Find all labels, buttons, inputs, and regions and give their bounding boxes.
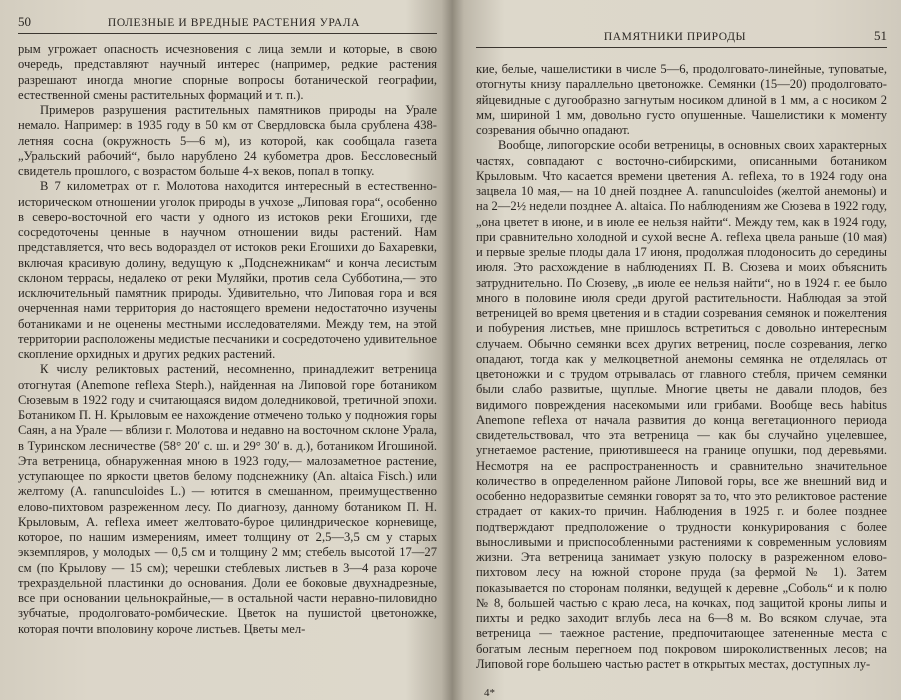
running-head-title: ПОЛЕЗНЫЕ И ВРЕДНЫЕ РАСТЕНИЯ УРАЛА bbox=[107, 17, 361, 29]
paragraph: Примеров разрушения растительных памятников природы на Урале немало. Например: в 1935 году в 50 км от Свердловска была срублена 438-летняя сосна (окружность 5—6 м), из которой, как сообщала газета „Уральский рабочий“, было нарублено 24 кубометра дров. Бессловесный свидетель прошлого, с возрастом больше 4-х веков, попал в топку. bbox=[18, 103, 437, 178]
right-page bbox=[454, 0, 901, 700]
running-head-title: ПАМЯТНИКИ ПРИРОДЫ bbox=[603, 31, 747, 43]
paragraph: рым угрожает опасность исчезновения с лица земли и которые, в свою очередь, представляют научный интерес (например, редкие растения разрешают иногда многие спорные вопросы ботанической географии, естественной смены растительных формаций и т. п.). bbox=[18, 42, 437, 102]
signature-mark: 4* bbox=[484, 687, 495, 699]
running-head bbox=[18, 14, 437, 34]
running-head bbox=[476, 28, 887, 48]
paragraph: Вообще, липогорские особи ветреницы, в основных своих характерных частях, совпадают с восточно-сибирскими, описанными ботаником Крыловым. Что касается времени цветения A. reflexa, то в 1924 году она зацвела 10 мая,— на 10 дней позднее A. ranunculoides (желтой анемоны) и на 2—2½ недели позднее A. altaica. По наблюдениям же Сюзева в 1922 году, „она цветет в июне, и в июле ее нельзя найти“. Между тем, как в 1924 году, при сравнительно холодной и сухой весне A. reflexa цвела раньше (10 мая) и первые зрелые плоды дала 17 июня, продолжая плодоносить до середины июля. Это расхождение в наблюдениях П. В. Сюзева и моих объяснить затруднительно. По Сюзеву, „в июле ее нельзя найти“, но в 1924 г. ее было много в половине июля среди другой растительности. Наблюдая за этой ветреницей во время цветения и в стадии созревания семянок и пожелтения и побурения листьев, мне пришлось встретиться с довольно интересным случаем. Обычно семянки всех других ветрениц, после созревания, легко опадают, тогда как у мелкоцветной анемоны семянка не отделялась от цветоножки и с трудом отрывалась от главного стебля, причем семянки были слабо развитые, щуплые. Многие цветы не давали плодов, без видимого повреждения насекомыми или грибами. Вообще весь habitus Anemone reflexa от начала развития до конца вегетационного периода свидетельствовал, что эта ветреница — как бы случайно уцелевшее, угнетаемое растение, приютившееся на границе опушки, под деревьями. Несмотря на ее распространенность и сравнительно значительное количество в определенном районе Липовой горы, все же внешний вид и особенно недоразвитые семянки говорят за то, что это реликтовое растение страдает от каких-то причин. Наблюдения в 1925 г. и более позднее подтверждают предположение о трудности конкурирования с более выносливыми и приспособленными растениями к современным условиям жизни. Эта ветреница занимает узкую полоску в разреженном елово-пихтовом лесу на южной стороне пруда (за фермой № 1). Затем показывается по сторонам полянки, ведущей к деревне „Соболь“ и к полю № 8, большей частью с краю леса, на кочках, под защитой кроны липы и пихты и редко заходит вглубь леса на 6—8 м. Во всяком случае, эта ветреница — таежное растение, предпочитающее затененные места с богатым лесным перегноем под покровом широколиственных лесов; на Липовой горе большею частью растет в открытых местах, доступных лу- bbox=[476, 138, 887, 671]
page-body bbox=[476, 62, 887, 672]
page-number: 50 bbox=[18, 14, 31, 29]
paragraph: В 7 километрах от г. Молотова находится интересный в естественно-историческом отношении уголок природы в учхозе „Липовая гора“, особенно в северо-восточной его части у одного из истоков реки Егошихи, где сосредоточены ценные в научном отношении виды растений. Нам представляется, что весь водораздел от истоков реки Егошихи до Бахаревки, включая красивую долину, ведущую к „Подснежникам“ и конча лесистым склоном террасы, недалеко от реки Муляйки, против села Субботина,— это исключительный памятник природы. Удивительно, что Липовая гора и вся очерченная нами территория до настоящего времени недостаточно изучены ботаниками и не оценены местными исследователями. Между тем, на этой территории расположены медистые песчаники и сосредоточено удивительное скопление орхидных и других редких растений. bbox=[18, 179, 437, 361]
page-number: 51 bbox=[874, 28, 887, 43]
page-body bbox=[18, 42, 437, 637]
paragraph: К числу реликтовых растений, несомненно, принадлежит ветреница отогнутая (Anemone reflexa Steph.), найденная на Липовой горе ботаником Сюзевым в 1922 году и считающаяся видом доледниковой, третичной эпохи. Ботаником П. Н. Крыловым ее нахождение отмечено только у подножия горы Саян, а на Урале — вблизи г. Молотова и недавно на восточном склоне Урала, в Туринском лесничестве (58° 20′ с. ш. и 29° 30′ в. д.), ботаником Игошиной. Эта ветреница, обнаруженная мною в 1923 году,— малозаметное растение, уступающее по яркости цветов белому подснежнику (An. altaica Fisch.) или желтому (A. ranunculoides L.) — ютится в смешанном, преимущественно елово-пихтовом разреженном лесу. По диагнозу, данному ботаником П. Н. Крыловым, A. reflexa имеет желтовато-бурое цилиндрическое корневище, которое, по нашим измерениям, имеет толщину от 2,5—3,5 см у старых экземпляров, у молодых — 0,5 см и толщину 2 мм; стебель высотой 17—27 см (по Крылову — 15 см); черешки стеблевых листьев в 3—4 раза короче трехраздельной пластинки до основания. Доли ее боковые двухнадрезные, все при основании цельнокрайные,— в остальной части неравно-пиловидно зубчатые, продолговато-ромбические. Цветок на пушистой цветоножке, которая почти вполовину короче листьев. Цветы мел- bbox=[18, 362, 437, 636]
paragraph: кие, белые, чашелистики в числе 5—6, продолговато-линейные, туповатые, отогнуты книзу параллельно цветоножке. Семянки (15—20) продолговато-яйцевидные с дугообразно загнутым носиком длиной в 1 мм, а с носиком 2 мм, шириной 1 мм, довольно густо опушенные. Чашелистики к моменту созревания обычно опадают. bbox=[476, 62, 887, 137]
left-page bbox=[0, 0, 447, 700]
